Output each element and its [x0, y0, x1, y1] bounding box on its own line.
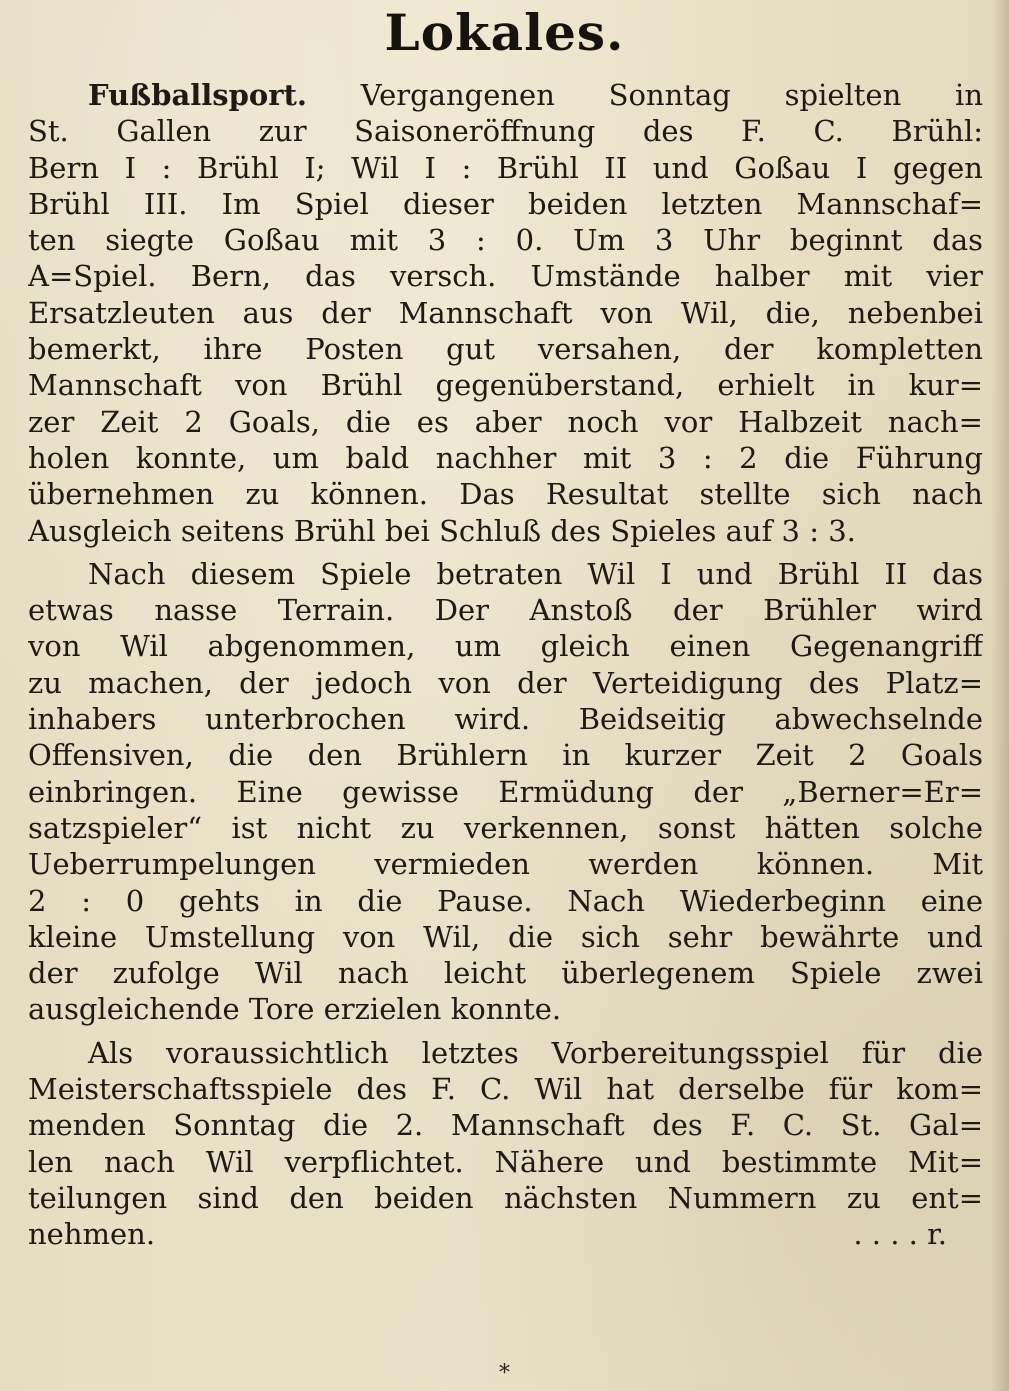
text-line: len nach Wil verpflichtet. Nähere und bestimmte Mit= — [28, 1144, 983, 1179]
text-line: teilungen sind den beiden nächsten Nummern zu ent= — [28, 1180, 983, 1215]
paragraph-gap — [28, 1028, 983, 1035]
section-headline: Lokales. — [384, 3, 625, 62]
text-line: Brühl III. Im Spiel dieser beiden letzten Mannschaf= — [28, 186, 983, 221]
paragraph-gap — [28, 549, 983, 556]
text-line: einbringen. Eine gewisse Ermüdung der „Berner=Er= — [28, 774, 983, 809]
text-line: 2 : 0 gehts in die Pause. Nach Wiederbeginn eine — [28, 883, 983, 918]
text-line: bemerkt, ihre Posten gut versahen, der kompletten — [28, 332, 983, 367]
text-line: der zufolge Wil nach leicht überlegenem Spiele zwei — [28, 956, 983, 991]
text-line: Offensiven, die den Brühlern in kurzer Zeit 2 Goals — [28, 738, 983, 773]
section-separator-asterisk: * — [499, 1361, 510, 1386]
article-kicker: Fußballsport. — [88, 78, 308, 112]
text-line: A=Spiel. Bern, das versch. Umstände halber mit vier — [28, 259, 983, 294]
text-line-content: Vergangenen Sonntag spielten in — [360, 78, 983, 112]
text-line: inhabers unterbrochen wird. Beidseitig abwechselnde — [28, 702, 983, 737]
article-body — [28, 77, 983, 1253]
paragraph-1 — [28, 77, 983, 549]
page-edge-shadow — [991, 0, 1009, 1391]
text-line: von Wil abgenommen, um gleich einen Gegenangriff — [28, 629, 983, 664]
text-line: kleine Umstellung von Wil, die sich sehr bewährte und — [28, 919, 983, 954]
text-line: Mannschaft von Brühl gegenüberstand, erhielt in kur= — [28, 368, 983, 403]
text-line: satzspieler“ ist nicht zu verkennen, sonst hätten solche — [28, 810, 983, 845]
text-line: Ersatzleuten aus der Mannschaft von Wil, die, nebenbei — [28, 295, 983, 330]
text-line: etwas nasse Terrain. Der Anstoß der Brühler wird — [28, 593, 983, 628]
paragraph-3 — [28, 1035, 983, 1253]
text-line: St. Gallen zur Saisoneröffnung des F. C. Brühl: — [28, 114, 983, 149]
author-signoff: . . . . r. — [853, 1217, 947, 1252]
text-line: Meisterschaftsspiele des F. C. Wil hat derselbe für kom= — [28, 1072, 983, 1107]
paragraph-2 — [28, 556, 983, 1028]
text-line: Bern I : Brühl I; Wil I : Brühl II und Goßau I gegen — [28, 150, 983, 185]
text-line: holen konnte, um bald nachher mit 3 : 2 die Führung — [28, 440, 983, 475]
text-line: Ueberrumpelungen vermieden werden können. Mit — [28, 847, 983, 882]
text-line-content: nehmen. — [28, 1217, 156, 1252]
text-line: menden Sonntag die 2. Mannschaft des F. C. St. Gal= — [28, 1108, 983, 1143]
text-line — [28, 1216, 983, 1252]
text-line: Ausgleich seitens Brühl bei Schluß des Spieles auf 3 : 3. — [28, 513, 856, 548]
text-line: übernehmen zu können. Das Resultat stellte sich nach — [28, 477, 983, 512]
text-line: zer Zeit 2 Goals, die es aber noch vor Halbzeit nach= — [28, 404, 983, 439]
text-line: zu machen, der jedoch von der Verteidigung des Platz= — [28, 665, 983, 700]
text-line: ten siegte Goßau mit 3 : 0. Um 3 Uhr beginnt das — [28, 223, 983, 258]
text-line: Als voraussichtlich letztes Vorbereitungsspiel für die — [88, 1035, 983, 1070]
text-line — [28, 77, 983, 113]
text-line: Nach diesem Spiele betraten Wil I und Brühl II das — [88, 556, 983, 591]
text-line: ausgleichende Tore erzielen konnte. — [28, 992, 562, 1027]
